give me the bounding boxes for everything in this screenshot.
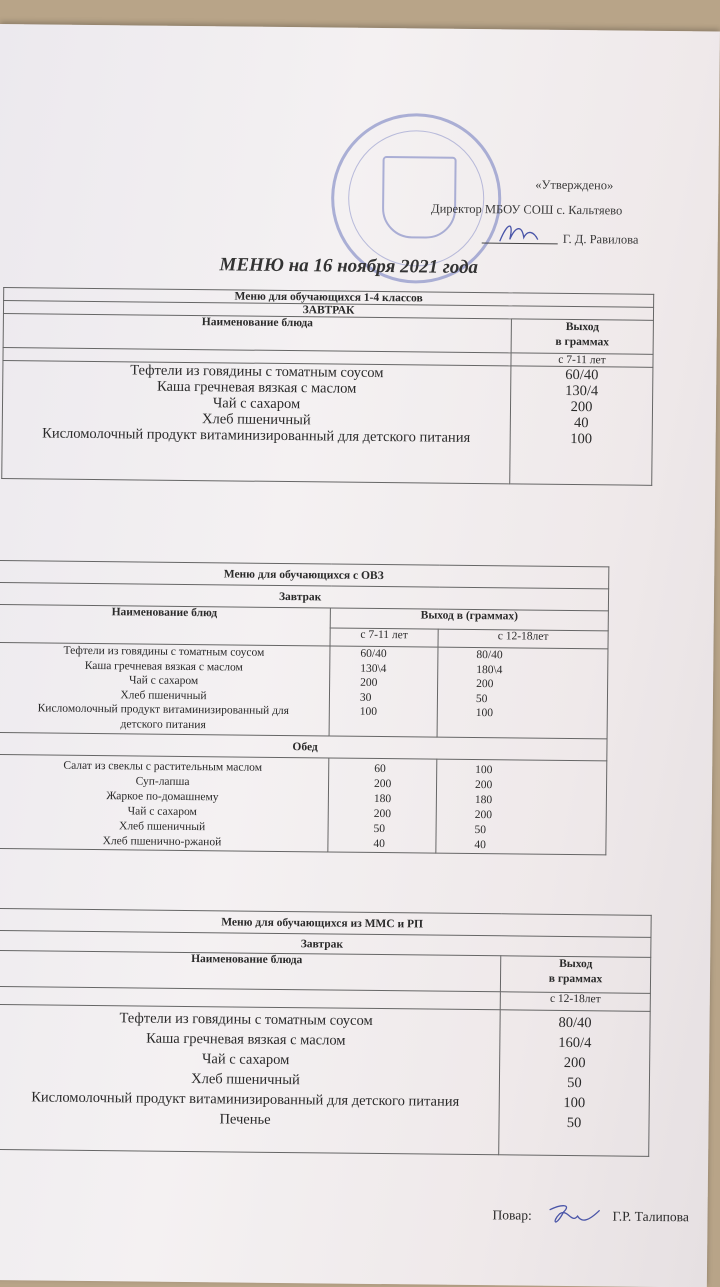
list-item: 50: [474, 824, 487, 837]
list-item: Хлеб пшеничный: [118, 820, 206, 834]
table1-col-name: Наименование блюда: [3, 314, 511, 353]
menu-table-ovz: [0, 560, 609, 855]
list-item: 40: [474, 839, 486, 852]
table3-age: с 12-18лет: [500, 992, 650, 1012]
table1-col-yield-line2: в граммах: [555, 335, 610, 349]
director-signature: [480, 219, 560, 250]
list-item: Суп-лапша: [135, 775, 190, 789]
list-item: Кисломолочный продукт витаминизированный для: [37, 702, 290, 718]
table2-breakfast-age2: [437, 647, 608, 739]
list-item: 200: [474, 779, 493, 792]
table3-col-yield-line1: Выход: [559, 957, 593, 971]
list-item: 60: [374, 762, 386, 776]
list-item: 40: [574, 415, 589, 432]
list-item: 50: [373, 822, 386, 836]
table3-caption: Меню для обучающихся из ММС и РП: [0, 908, 651, 937]
table1-col-yield: [511, 319, 653, 354]
table1-values: [510, 366, 653, 485]
list-item: 200: [373, 777, 392, 791]
cook-name: Г.Р. Талипова: [612, 1208, 689, 1225]
list-item: 60/40: [565, 366, 599, 384]
list-item: 200: [563, 1054, 586, 1072]
list-item: 200: [360, 676, 378, 689]
list-item: Кисломолочный продукт витаминизированный для детского питания: [31, 1089, 460, 1110]
approved-label: «Утверждено»: [535, 177, 614, 193]
list-item: 130\4: [360, 662, 387, 675]
list-item: Тефтели из говядины с томатным соусом: [119, 1010, 373, 1029]
list-item: 100: [475, 707, 494, 720]
list-item: Каша гречневая вязкая с маслом: [156, 378, 357, 397]
table1-age: с 7-11 лет: [511, 353, 653, 367]
table3-col-yield-line2: в граммах: [548, 972, 603, 986]
list-item: Хлеб пшенично-ржаной: [102, 835, 222, 849]
list-item: 50: [567, 1074, 582, 1092]
list-item: 80/40: [558, 1014, 592, 1032]
list-item: 180\4: [476, 663, 503, 676]
list-item: 80/40: [476, 649, 503, 662]
table1-col-yield-line1: Выход: [565, 320, 600, 334]
table3-values: [499, 1010, 651, 1157]
table2-breakfast-age1: [329, 646, 438, 737]
list-item: детского питания: [120, 717, 206, 731]
list-item: 40: [373, 837, 385, 851]
list-item: 50: [475, 692, 488, 705]
list-item: Чай с сахаром: [128, 674, 199, 688]
list-item: 200: [373, 807, 392, 821]
list-item: Салат из свеклы с растительным маслом: [63, 759, 263, 774]
table2-caption: Меню для обучающихся с ОВЗ: [0, 561, 609, 589]
list-item: Чай с сахаром: [127, 805, 197, 819]
list-item: 200: [476, 678, 494, 691]
list-item: Каша гречневая вязкая с маслом: [84, 659, 243, 674]
table3-col-yield: [500, 956, 650, 994]
table2-age1: с 7-11 лет: [330, 628, 438, 647]
menu-table-mms-rp: [0, 908, 652, 1157]
table1-meal: ЗАВТРАК: [3, 301, 653, 321]
list-item: 100: [475, 764, 493, 777]
table2-col-name: Наименование блюд: [0, 605, 330, 646]
table2-age2: с 12-18лет: [438, 629, 608, 649]
list-item: 60/40: [360, 647, 387, 661]
list-item: Хлеб пшеничный: [201, 411, 311, 429]
list-item: 50: [566, 1114, 582, 1132]
list-item: Каша гречневая вязкая с маслом: [146, 1030, 346, 1049]
list-item: 30: [359, 691, 372, 704]
list-item: Чай с сахаром: [201, 1051, 290, 1069]
list-item: Печенье: [219, 1111, 271, 1128]
table2-meal-lunch: Обед: [0, 733, 607, 761]
table1-caption: Меню для обучающихся 1-4 классов: [4, 288, 654, 308]
list-item: 200: [474, 809, 493, 822]
list-item: 130/4: [565, 382, 599, 400]
director-line: Директор МБОУ СОШ с. Кальтяево: [431, 201, 623, 218]
list-item: Тефтели из говядины с томатным соусом: [130, 362, 384, 382]
table2-lunch-age2: [436, 759, 607, 855]
list-item: Хлеб пшеничный: [120, 688, 207, 702]
cook-signature: [541, 1202, 603, 1233]
table3-col-name: Наименование блюда: [0, 950, 501, 991]
list-item: 180: [474, 794, 493, 807]
table1-items: [2, 361, 511, 484]
page-title: МЕНЮ на 16 ноября 2021 года: [219, 254, 479, 279]
director-name: Г. Д. Равилова: [562, 231, 639, 247]
table2-col-yield: Выход в (граммах): [330, 608, 608, 631]
list-item: 100: [570, 430, 593, 448]
cook-label: Повар:: [492, 1207, 532, 1223]
table2-lunch-items: [0, 755, 329, 852]
list-item: 100: [359, 705, 378, 718]
list-item: 100: [563, 1094, 586, 1112]
list-item: Хлеб пшеничный: [191, 1071, 300, 1089]
list-item: 200: [570, 398, 593, 416]
table3-items: [0, 1004, 500, 1154]
list-item: 160/4: [558, 1034, 592, 1052]
list-item: 180: [373, 792, 392, 806]
table2-breakfast-items: [0, 643, 330, 736]
paper-sheet: [0, 24, 720, 1287]
list-item: Кисломолочный продукт витаминизированный для детского питания: [42, 425, 471, 446]
table2-meal-breakfast: Завтрак: [0, 583, 609, 611]
table2-lunch-age1: [328, 758, 437, 853]
cook-signature-line: [492, 1201, 689, 1233]
list-item: Чай с сахаром: [212, 395, 301, 413]
list-item: Тефтели из говядины с томатным соусом: [63, 644, 265, 659]
menu-table-grades-1-4: [1, 287, 654, 486]
stamp-emblem-icon: [382, 156, 457, 239]
table3-meal: Завтрак: [0, 930, 651, 957]
list-item: Жаркое по-домашнему: [106, 790, 219, 804]
